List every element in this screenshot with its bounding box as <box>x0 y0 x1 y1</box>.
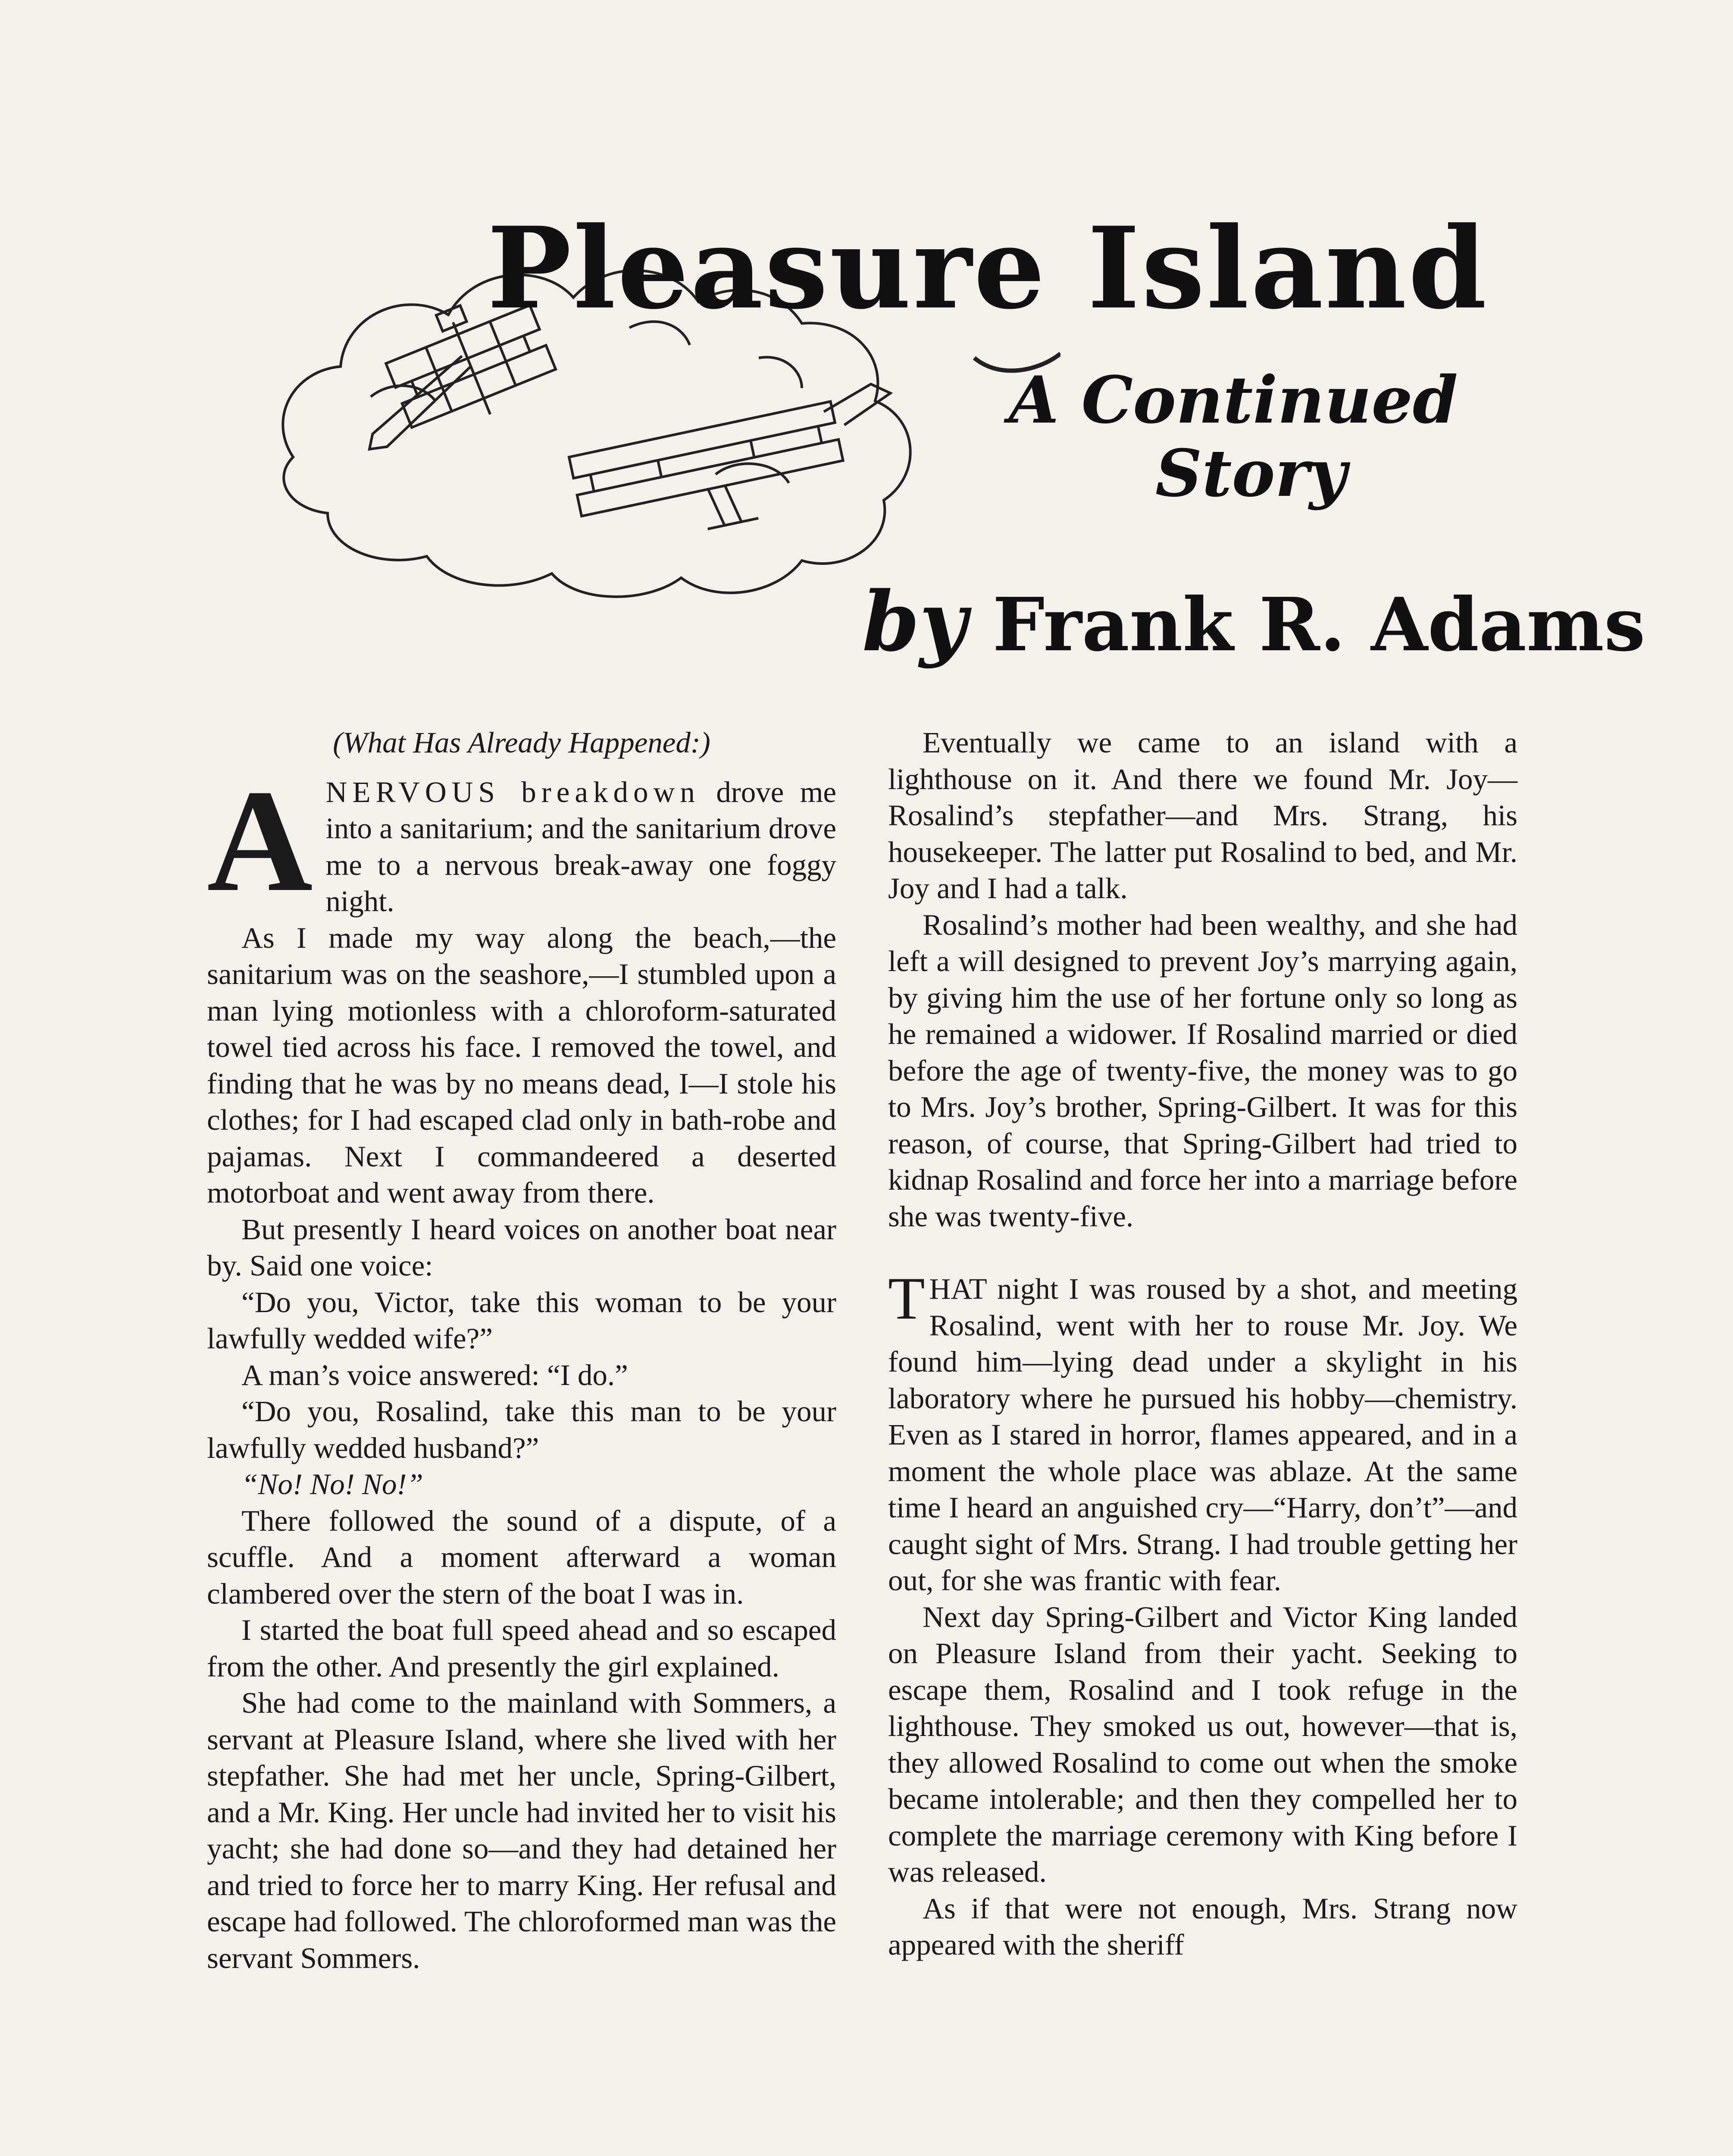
story-title: Pleasure Island <box>487 203 1489 334</box>
story-subtitle-line2: Story <box>1155 436 1347 511</box>
section-heading: (What Has Already Happened:) <box>333 726 710 759</box>
paragraph: As I made my way along the beach,—the sanitarium was on the seashore,—I stumbled upon a man lying motionless with a chloroform-saturated towel tied across his face. I removed the towel, and finding that he was by no means dead, I—I stole his clothes; for I had escaped clad only in bath-robe and pajamas. Next I commandeered a deserted motorboat and went away from there. <box>207 921 836 1209</box>
opening-paragraph <box>207 759 836 922</box>
byline-by: by <box>862 573 967 670</box>
right-column <box>888 724 1517 1963</box>
drop-cap: A <box>207 759 313 922</box>
story-header <box>0 0 1733 690</box>
paragraph: There followed the sound of a dispute, of a scuffle. And a moment afterward a woman clambered over the stern of the boat I was in. <box>207 1504 836 1610</box>
paragraph: Rosalind’s mother had been wealthy, and she had left a will designed to prevent Joy’s marrying again, by giving him the use of her fortune only so long as he remained a widower. If Rosalind married or died before the age of twenty-five, the money was to go to Mrs. Joy’s brother, Spring-Gilbert. It was for this reason, of course, that Spring-Gilbert had tried to kidnap Rosalind and force her into a marriage before she was twenty-five. <box>888 908 1517 1233</box>
opening-text: drove me into a sanitarium; and the sanitarium drove me to a nervous break-away one foggy night. <box>325 775 836 918</box>
section-opening-paragraph <box>888 1265 1517 1599</box>
author-name: Frank R. Adams <box>992 582 1645 668</box>
story-subtitle-line1: A Continued <box>1009 362 1458 438</box>
paragraph: I started the boat full speed ahead and so escaped from the other. And presently the girl explained. <box>207 1614 836 1683</box>
paragraph: She had come to the mainland with Sommers, a servant at Pleasure Island, where she lived with her stepfather. She had met her uncle, Spring-Gilbert, and a Mr. King. Her uncle had invited her to visit his yacht; she had done so—and they had detained her and tried to force her to marry King. Her refusal and escape had followed. The chloroformed man was the servant Sommers. <box>207 1686 836 1974</box>
left-column <box>207 724 836 1976</box>
paragraph: Eventually we came to an island with a lighthouse on it. And there we found Mr. Joy—Rosalind’s stepfather—and Mrs. Strang, his housekeeper. The latter put Rosalind to bed, and Mr. Joy and I had a talk. <box>888 726 1517 905</box>
section-break <box>888 1235 1517 1271</box>
paragraph: “No! No! No!” <box>241 1468 423 1501</box>
paragraph: Next day Spring-Gilbert and Victor King landed on Pleasure Island from their yacht. Seeking to escape them, Rosalind and I took refuge in the lighthouse. They smoked us out, however—that is, they allowed Rosalind to come out when the smoke became intolerable; and then they compelled her to complete the marriage ceremony with King before I was released. <box>888 1600 1517 1888</box>
drop-cap: T <box>888 1265 925 1332</box>
opening-caps: NERVOUS breakdown <box>325 775 700 808</box>
paragraph: “Do you, Rosalind, take this man to be your lawfully wedded husband?” <box>207 1395 836 1464</box>
paragraph: “Do you, Victor, take this woman to be your lawfully wedded wife?” <box>207 1285 836 1355</box>
paragraph: But presently I heard voices on another boat near by. Said one voice: <box>207 1213 836 1282</box>
paragraph: As if that were not enough, Mrs. Strang now appeared with the sheriff <box>888 1892 1517 1961</box>
section-opening-text: HAT night I was roused by a shot, and meeting Rosalind, went with her to rouse Mr. Joy. We found him—lying dead under a skylight in his laboratory where he pursued his hobby—chemistry. Even as I stared in horror, flames appeared, and in a moment the whole place was ablaze. At the same time I heard an anguished cry—“Harry, don’t”—and caught sight of Mrs. Strang. I had trouble getting her out, for she was frantic with fear. <box>888 1272 1517 1597</box>
paragraph: A man’s voice answered: “I do.” <box>241 1358 628 1391</box>
author-byline <box>862 573 1645 670</box>
